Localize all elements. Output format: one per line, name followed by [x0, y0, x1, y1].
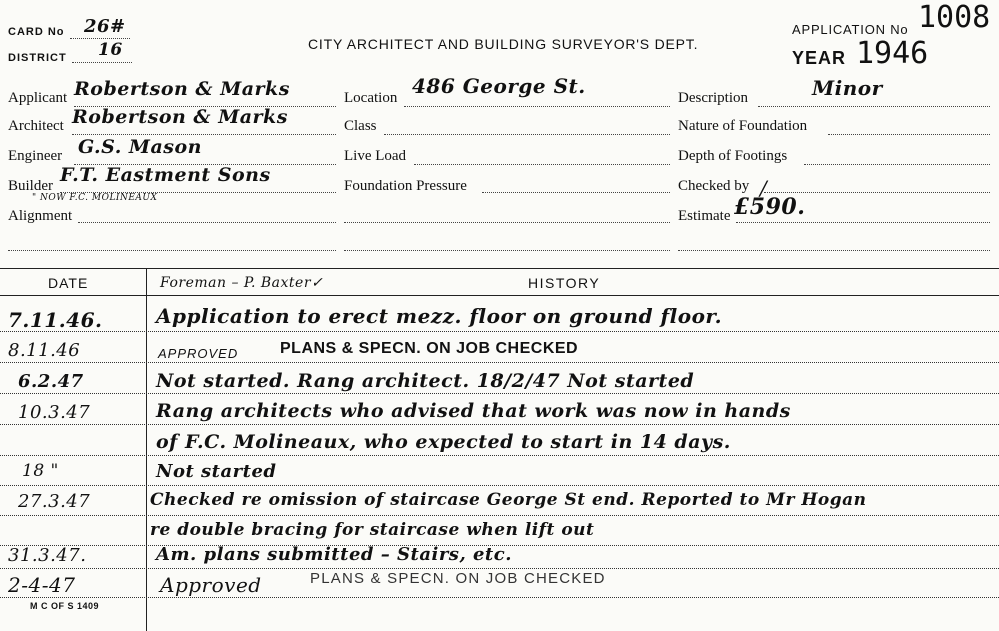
card-no-label: CARD No — [8, 26, 65, 38]
table-header-rule — [0, 295, 999, 296]
foreman-note: Foreman – P. Baxter✓ — [160, 275, 324, 291]
history-rule — [0, 568, 999, 569]
card-no-line — [70, 38, 130, 39]
location-value: 486 George St. — [412, 74, 586, 98]
nature-of-foundation-label: Nature of Foundation — [678, 118, 808, 134]
engineer-label: Engineer — [8, 148, 63, 164]
builder-label: Builder — [8, 178, 53, 194]
checked-by-mark: / — [760, 176, 768, 200]
history-entry: re double bracing for staircase when lift out — [150, 520, 595, 540]
description-label: Description — [678, 90, 748, 106]
history-entry: Rang architects who advised that work was now in hands — [156, 400, 791, 422]
depth-of-footings-label: Depth of Footings — [678, 148, 788, 164]
architect-line — [72, 134, 336, 135]
builder-value: F.T. Eastment Sons — [60, 164, 271, 186]
class-line — [384, 134, 670, 135]
history-entry: of F.C. Molineaux, who expected to start in 14 days. — [156, 431, 731, 453]
application-no-label: APPLICATION No — [792, 22, 909, 37]
checked-by-line — [764, 192, 990, 193]
history-entry: APPROVED — [158, 346, 239, 361]
history-entry: Approved — [160, 573, 262, 597]
history-date: 18 " — [22, 461, 59, 481]
date-header: DATE — [48, 275, 89, 291]
engineer-value: G.S. Mason — [78, 136, 202, 158]
live-load-label: Live Load — [344, 148, 407, 164]
location-label: Location — [344, 90, 398, 106]
district-label: DISTRICT — [8, 52, 67, 64]
history-rule — [0, 331, 999, 332]
history-entry: Checked re omission of staircase George St end. Reported to Mr Hogan — [150, 490, 867, 510]
location-line — [404, 106, 670, 107]
estimate-label: Estimate — [678, 208, 731, 224]
history-date: 8.11.46 — [8, 340, 81, 361]
applicant-value: Robertson & Marks — [74, 78, 290, 100]
builder-note: " NOW F.C. MOLINEAUX — [32, 193, 158, 203]
blank-line-right — [678, 250, 990, 251]
description-line — [758, 106, 990, 107]
architect-value: Robertson & Marks — [72, 106, 288, 128]
checked-by-label: Checked by — [678, 178, 750, 194]
form-code: M C OF S 1409 — [30, 601, 100, 611]
approval-stamp: PLANS & SPECN. ON JOB CHECKED — [280, 340, 579, 357]
district-line — [72, 62, 132, 63]
class-label: Class — [344, 118, 377, 134]
history-entry: Not started — [156, 461, 277, 482]
history-date: 6.2.47 — [18, 371, 84, 392]
application-no-value: 1008 — [918, 0, 991, 35]
blank-line-mid-1 — [344, 222, 670, 223]
history-rule — [0, 485, 999, 486]
year-label: YEAR — [792, 48, 847, 68]
history-rule — [0, 455, 999, 456]
foundation-pressure-line — [482, 192, 670, 193]
blank-line-mid-2 — [344, 250, 670, 251]
approval-stamp: PLANS & SPECN. ON JOB CHECKED — [310, 570, 606, 587]
estimate-value: £590. — [734, 194, 806, 220]
history-rule — [0, 515, 999, 516]
history-header: HISTORY — [528, 275, 601, 291]
history-date: 7.11.46. — [8, 308, 103, 332]
foundation-pressure-label: Foundation Pressure — [344, 178, 467, 194]
estimate-line — [736, 222, 990, 223]
history-rule — [0, 393, 999, 394]
history-date: 31.3.47. — [8, 545, 87, 566]
nature-line — [828, 134, 990, 135]
history-date: 2-4-47 — [8, 573, 76, 597]
table-top-rule — [0, 268, 999, 269]
applicant-label: Applicant — [8, 90, 68, 106]
history-entry: Am. plans submitted – Stairs, etc. — [156, 544, 512, 565]
description-value: Minor — [812, 76, 883, 100]
alignment-line — [78, 222, 336, 223]
history-rule — [0, 424, 999, 425]
history-rule — [0, 362, 999, 363]
history-entry: Application to erect mezz. floor on ground floor. — [156, 304, 723, 328]
blank-line-left — [8, 250, 336, 251]
depth-line — [804, 164, 990, 165]
dept-title: CITY ARCHITECT AND BUILDING SURVEYOR'S DEPT. — [308, 36, 699, 52]
card-no-value: 26# — [84, 16, 126, 37]
history-date: 27.3.47 — [18, 491, 91, 512]
district-value: 16 — [98, 40, 123, 60]
architect-label: Architect — [8, 118, 64, 134]
year-value: 1946 — [856, 36, 929, 71]
history-date: 10.3.47 — [18, 402, 91, 423]
history-rule — [0, 597, 999, 598]
alignment-label: Alignment — [8, 208, 73, 224]
date-column-divider — [146, 268, 147, 631]
live-load-line — [414, 164, 670, 165]
history-entry: Not started. Rang architect. 18/2/47 Not started — [156, 370, 695, 392]
